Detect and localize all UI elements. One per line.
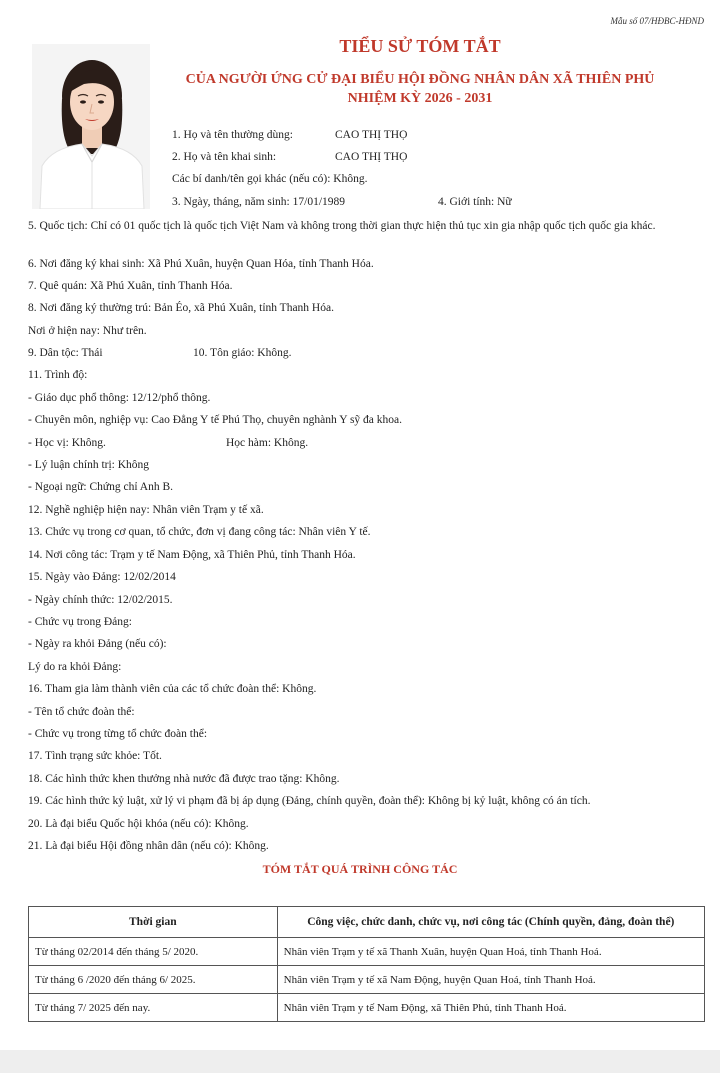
field-birth-registration: 6. Nơi đăng ký khai sinh: Xã Phú Xuân, huyện Quan Hóa, tỉnh Thanh Hóa. (28, 258, 374, 270)
field-national-assembly: 20. Là đại biểu Quốc hội khóa (nếu có): Không. (28, 818, 249, 830)
field-birth-name-value: CAO THỊ THỌ (335, 151, 408, 163)
field-occupation: 12. Nghề nghiệp hiện nay: Nhân viên Trạm y tế xã. (28, 504, 264, 516)
field-discipline: 19. Các hình thức kỷ luật, xử lý vi phạm đã bị áp dụng (Đảng, chính quyền, đoàn thể): Không bị kỷ luật, không có án tích. (28, 795, 591, 807)
field-current-residence: Nơi ở hiện nay: Như trên. (28, 325, 147, 337)
column-header-job: Công việc, chức danh, chức vụ, nơi công tác (Chính quyền, đảng, đoàn thể) (277, 907, 704, 938)
field-specialty: - Chuyên môn, nghiệp vụ: Cao Đẳng Y tế Phú Thọ, chuyên nghành Y sỹ đa khoa. (28, 414, 403, 426)
row-time: Từ tháng 7/ 2025 đến nay. (29, 994, 278, 1022)
table-header-row (29, 907, 705, 938)
field-political-theory: - Lý luận chính trị: Không (28, 459, 150, 471)
field-peoples-council: 21. Là đại biểu Hội đồng nhân dân (nếu có): Không. (28, 840, 269, 852)
row-job: Nhân viên Trạm y tế Nam Động, xã Thiên Phủ, tỉnh Thanh Hoá. (277, 994, 704, 1022)
field-organization-position: - Chức vụ trong từng tổ chức đoàn thể: (28, 728, 208, 740)
field-religion: 10. Tôn giáo: Không. (193, 347, 292, 359)
field-party-position: - Chức vụ trong Đảng: (28, 616, 132, 628)
field-aliases: Các bí danh/tên gọi khác (nếu có): Không. (172, 173, 368, 185)
bottom-strip (0, 1050, 720, 1073)
field-gender: 4. Giới tính: Nữ (438, 196, 512, 208)
field-party-leave-date: - Ngày ra khỏi Đảng (nếu có): (28, 638, 167, 650)
field-health: 17. Tình trạng sức khỏe: Tốt. (28, 750, 162, 762)
work-history-title: TÓM TẮT QUÁ TRÌNH CÔNG TÁC (262, 862, 458, 876)
field-education-heading: 11. Trình độ: (28, 369, 88, 381)
field-workplace: 14. Nơi công tác: Trạm y tế Nam Động, xã Thiên Phủ, tỉnh Thanh Hóa. (28, 549, 356, 561)
field-permanent-residence: 8. Nơi đăng ký thường trú: Bản Éo, xã Phú Xuân, tỉnh Thanh Hóa. (28, 302, 334, 314)
table-row (29, 994, 705, 1022)
row-job: Nhân viên Trạm y tế xã Nam Động, huyện Quan Hoá, tỉnh Thanh Hoá. (277, 966, 704, 994)
field-birth-date: 3. Ngày, tháng, năm sinh: 17/01/1989 (172, 196, 346, 208)
document-subtitle (150, 70, 690, 108)
field-party-official-date: - Ngày chính thức: 12/02/2015. (28, 594, 173, 606)
field-party-join-date: 15. Ngày vào Đảng: 12/02/2014 (28, 571, 176, 583)
field-ethnicity: 9. Dân tộc: Thái (28, 347, 103, 359)
table-row (29, 966, 705, 994)
work-history-table (28, 906, 705, 1022)
table-row (29, 938, 705, 966)
field-birth-name-label: 2. Họ và tên khai sinh: (172, 151, 277, 163)
field-academic-degree: - Học vị: Không. (28, 437, 106, 449)
field-position: 13. Chức vụ trong cơ quan, tổ chức, đơn vị đang công tác: Nhân viên Y tế. (28, 526, 371, 538)
subtitle-line-1: CỦA NGƯỜI ỨNG CỬ ĐẠI BIỂU HỘI ĐỒNG NHÂN DÂN XÃ THIÊN PHỦ (185, 72, 655, 87)
field-common-name-label: 1. Họ và tên thường dùng: (172, 129, 293, 141)
field-awards: 18. Các hình thức khen thưởng nhà nước đã được trao tặng: Không. (28, 773, 340, 785)
field-academic-title: Học hàm: Không. (226, 437, 309, 449)
field-organization-name: - Tên tổ chức đoàn thể: (28, 706, 135, 718)
column-header-time: Thời gian (29, 907, 278, 938)
row-job: Nhân viên Trạm y tế xã Thanh Xuân, huyện Quan Hoá, tỉnh Thanh Hoá. (277, 938, 704, 966)
field-party-leave-reason: Lý do ra khỏi Đảng: (28, 661, 122, 673)
field-common-name-value: CAO THỊ THỌ (335, 129, 408, 141)
field-organizations: 16. Tham gia làm thành viên của các tổ chức đoàn thể: Không. (28, 683, 317, 695)
row-time: Từ tháng 6 /2020 đến tháng 6/ 2025. (29, 966, 278, 994)
portrait-photo-icon (32, 44, 150, 209)
form-code: Mẫu số 07/HĐBC-HĐND (610, 16, 704, 26)
field-general-education: - Giáo dục phổ thông: 12/12/phổ thông. (28, 392, 211, 404)
subtitle-line-2: NHIỆM KỲ 2026 - 2031 (347, 91, 493, 106)
field-foreign-language: - Ngoại ngữ: Chứng chỉ Anh B. (28, 481, 174, 493)
document-title: TIỂU SỬ TÓM TẮT (339, 36, 501, 56)
field-hometown: 7. Quê quán: Xã Phú Xuân, tỉnh Thanh Hóa. (28, 280, 233, 292)
field-nationality: 5. Quốc tịch: Chỉ có 01 quốc tịch là quốc tịch Việt Nam và không trong thời gian thực hiện thủ tục xin gia nhập quốc tịch quốc gia khác. (28, 220, 656, 232)
row-time: Từ tháng 02/2014 đến tháng 5/ 2020. (29, 938, 278, 966)
